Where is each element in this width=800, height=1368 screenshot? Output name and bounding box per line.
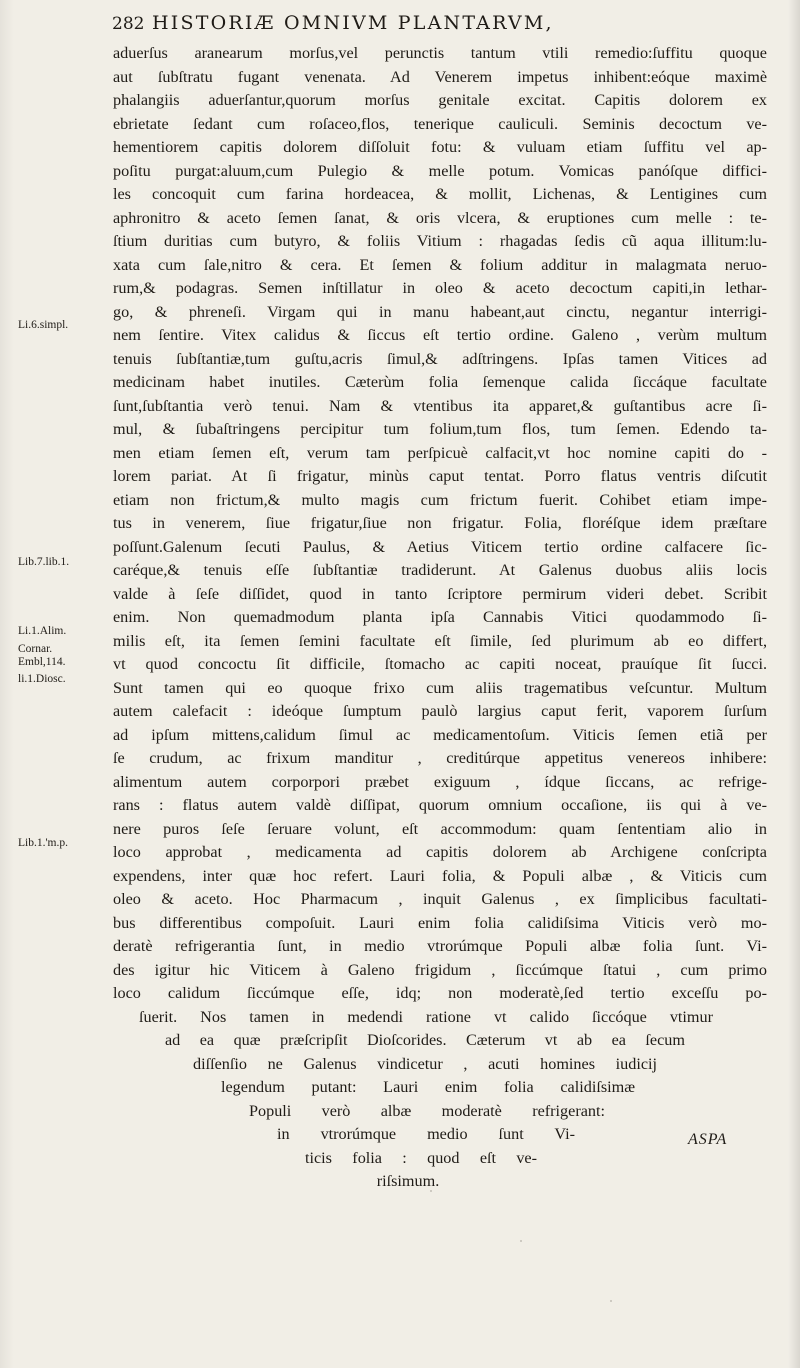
text-line: ſtium duritias cum butyro, & foliis Vitium : rhagadas ſedis cũ aqua illitum:lu-	[113, 232, 767, 250]
paper-speckle	[430, 1190, 432, 1192]
paper-speckle	[610, 1300, 612, 1302]
text-line: loco approbat , medicamenta ad capitis dolorem ab Archigene conſcripta	[113, 843, 767, 861]
text-line: go, & phreneſi. Virgam qui in manu habeant,aut cinctu, negantur interrigi-	[113, 302, 767, 321]
text-line: phalangiis aduerſantur,quorum morſus genitale excitat. Capitis dolorem ex	[113, 91, 767, 109]
text-line: vt quod concoctu ſit difficile, ſtomacho ac capiti noceat, prauíque ſit ſucci.	[113, 655, 767, 673]
margin-note: Embl,114.	[18, 656, 66, 668]
text-line: ebrietate ſedant cum roſaceo,flos, tenerique cauliculi. Seminis decoctum ve-	[113, 114, 767, 133]
margin-note: Lib.7.lib.1.	[18, 556, 70, 568]
main-text-block	[113, 42, 767, 1194]
text-line: xata cum ſale,nitro & cera. Et ſemen & folium additur in malagmata neruo-	[113, 255, 767, 274]
text-line: ſe crudum, ac frixum manditur , creditúrque appetitus venereos inhibere:	[113, 749, 767, 767]
text-line: Populi verò albæ moderatè refrigerant:	[249, 1101, 605, 1120]
text-line: milis eſt, ita ſemen ſemini facultate eſt ſimile, ſed plurimum ab eo differt,	[113, 631, 767, 650]
text-line: legendum putant: Lauri enim folia calidiſsimæ	[221, 1078, 635, 1096]
text-line: nere puros ſeſe ſeruare volunt, eſt accommodum: quam ſententiam alio in	[113, 819, 767, 838]
text-line: in vtrorúmque medio ſunt Vi-	[277, 1125, 575, 1143]
text-line: aut ſubſtratu fugant venenata. Ad Venerem impetus inhibent:eóque maximè	[113, 67, 767, 86]
margin-note: li.1.Diosc.	[18, 673, 66, 685]
text-line: poſitu purgat:aluum,cum Pulegio & melle potum. Vomicas panóſque diffici-	[113, 161, 767, 180]
text-line: ticis folia : quod eſt ve-	[305, 1148, 537, 1167]
catchword: ASPA	[688, 1131, 728, 1148]
page-number: 282	[112, 14, 145, 34]
running-header	[112, 12, 772, 34]
text-line: medicinam habet inutiles. Cæterùm folia ſemenque calida ſiccáque facultate	[113, 373, 767, 391]
text-line: etiam non frictum,& multo magis cum frictum fuerit. Cohibet etiam impe-	[113, 490, 767, 509]
text-line: ad ipſum mittens,calidum ſimul ac medicamentoſum. Viticis ſemen etiã per	[113, 725, 767, 744]
text-line: oleo & aceto. Hoc Pharmacum , inquit Galenus , ex ſimplicibus facultati-	[113, 890, 767, 908]
text-line: poſſunt.Galenum ſecuti Paulus, & Aetius Viticem tertio ordine calfacere ſic-	[113, 537, 767, 556]
text-line: rum,& podagras. Semen inſtillatur in oleo & aceto decoctum capiti,in lethar-	[113, 279, 767, 297]
text-line: rans : flatus autem valdè diſſipat, quorum omnium occaſione, iis qui à ve-	[113, 796, 767, 814]
text-line: enim. Non quemadmodum planta ipſa Cannabis Vitici quodammodo ſi-	[113, 608, 767, 626]
margin-note: Lib.1.'m.p.	[18, 837, 68, 849]
margin-note: Li.6.simpl.	[18, 319, 69, 331]
text-line: ſuerit. Nos tamen in medendi ratione vt calido ſiccóque vtimur	[139, 1007, 713, 1026]
text-line: ad ea quæ præſcripſit Dioſcorides. Cæterum vt ab ea ſecum	[165, 1031, 685, 1049]
text-line: caréque,& tenuis eſſe ſubſtantiæ tradiderunt. At Galenus duobus aliis locis	[113, 561, 767, 579]
running-title: HISTORIÆ OMNIVM PLANTARVM,	[152, 12, 554, 34]
text-line: riſsimum.	[376, 1172, 440, 1190]
text-line: ſunt,ſubſtantia verò tenui. Nam & vtentibus ita apparet,& guſtantibus acre ſi-	[113, 396, 767, 415]
text-line: mul, & ſubaſtringens percipitur tum folium,tum flos, tum ſemen. Edendo ta-	[113, 420, 767, 438]
text-line: men etiam ſemen eſt, verum tam perſpicuè calfacit,vt hoc nomine capiti do -	[113, 443, 767, 462]
margin-note: Cornar.	[18, 643, 53, 655]
paper-speckle	[520, 1240, 522, 1242]
text-line: tus in venerem, ſiue frigatur,ſiue non frigatur. Folia, floréſque idem præſtare	[113, 514, 767, 532]
text-line: tenuis ſubſtantiæ,tum guſtu,acris ſimul,& adſtringens. Ipſas tamen Vitices ad	[113, 349, 767, 368]
text-line: aduerſus aranearum morſus,vel perunctis tantum vtili remedio:ſuffitu quoque	[113, 44, 767, 62]
text-line: loco calidum ſiccúmque eſſe, idq; non moderatè,ſed tertio exceſſu po-	[113, 984, 767, 1002]
text-line: valde à ſeſe diſſidet, quod in tanto ſcriptore permirum videri debet. Scribit	[113, 584, 767, 603]
text-line: expendens, inter quæ hoc refert. Lauri folia, & Populi albæ , & Viticis cum	[113, 866, 767, 885]
text-line: hementiorem capitis dolorem diſſoluit fotu: & vuluam etiam ſuffitu vel ap-	[113, 138, 767, 156]
text-line: nem ſentire. Vitex calidus & ſiccus eſt tertio ordine. Galeno , verùm multum	[113, 326, 767, 344]
text-line: bus differentibus compoſuit. Lauri enim folia calidiſsima Viticis verò mo-	[113, 913, 767, 932]
text-line: les concoquit cum farina hordeacea, & mollit, Lichenas, & Lentigines cum	[113, 185, 767, 203]
text-line: autem calefacit : ideóque ſumptum paulò largius caput ferit, vaporem ſurſum	[113, 702, 767, 720]
text-line: aphronitro & aceto ſemen ſanat, & oris vlcera, & eruptiones cum melle : te-	[113, 208, 767, 227]
text-line: alimentum autem corporpori præbet exiguum , ídque ſiccans, ac refrige-	[113, 772, 767, 791]
text-line: des igitur hic Viticem à Galeno frigidum , ſiccúmque ſtatui , cum primo	[113, 960, 767, 979]
margin-note: Li.1.Alim.	[18, 625, 67, 637]
text-line: deratè refrigerantia ſunt, in medio vtrorúmque Populi albæ folia ſunt. Vi-	[113, 937, 767, 955]
text-line: Sunt tamen qui eo quoque frixo cum aliis tragematibus veſcuntur. Multum	[113, 678, 767, 697]
text-line: diſſenſio ne Galenus vindicetur , acuti homines iudicij	[193, 1054, 657, 1073]
text-line: lorem pariat. At ſi frigatur, minùs caput tentat. Porro flatus ventris diſcutit	[113, 467, 767, 485]
